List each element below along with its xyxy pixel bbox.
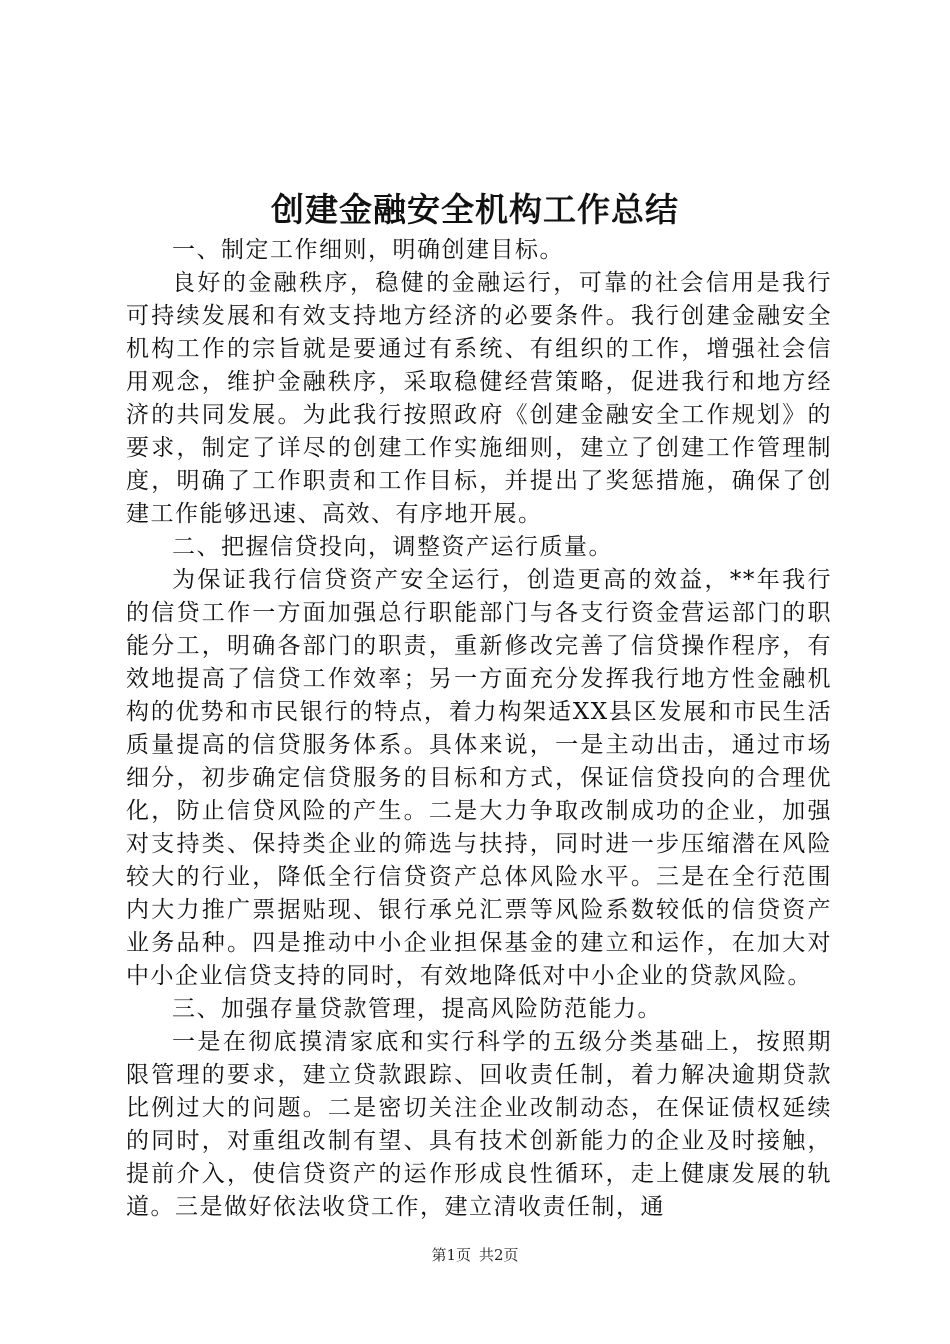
document-title: 创建金融安全机构工作总结 bbox=[271, 190, 679, 229]
body-paragraph-1: 良好的金融秩序，稳健的金融运行，可靠的社会信用是我行可持续发展和有效支持地方经济的必要条件。我行创建金融安全机构工作的宗旨就是要通过有系统、有组织的工作，增强社会信用观念，维护金融秩序，采取稳健经营策略，促进我行和地方经济的共同发展。为此我行按照政府《创建金融安全工作规划》的要求，制定了详尽的创建工作实施细则，建立了创建工作管理制度，明确了工作职责和工作目标，并提出了奖惩措施，确保了创建工作能够迅速、高效、有序地开展。 bbox=[126, 270, 832, 527]
section-heading-1: 一、制定工作细则，明确创建目标。 bbox=[172, 237, 564, 263]
page-footer bbox=[0, 1245, 950, 1265]
document-body bbox=[126, 234, 832, 1224]
page-number-current: 第1页 bbox=[431, 1246, 471, 1264]
body-paragraph-2: 为保证我行信贷资产安全运行，创造更高的效益，**年我行的信贷工作一方面加强总行职能部门与各支行资金营运部门的职能分工，明确各部门的职责，重新修改完善了信贷操作程序，有效地提高了信贷工作效率；另一方面充分发挥我行地方性金融机构的优势和市民银行的特点，着力构架适XX县区发展和市民生活质量提高的信贷服务体系。具体来说，一是主动出击，通过市场细分，初步确定信贷服务的目标和方式，保证信贷投向的合理优化，防止信贷风险的产生。二是大力争取改制成功的企业，加强对支持类、保持类企业的筛选与扶持，同时进一步压缩潜在风险较大的行业，降低全行信贷资产总体风险水平。三是在全行范围内大力推广票据贴现、银行承兑汇票等风险系数较低的信贷资产业务品种。四是推动中小企业担保基金的建立和运作，在加大对中小企业信贷支持的同时，有效地降低对中小企业的贷款风险。 bbox=[126, 567, 832, 989]
page-number-total: 共2页 bbox=[479, 1246, 519, 1264]
section-heading-2: 二、把握信贷投向，调整资产运行质量。 bbox=[172, 534, 613, 560]
body-paragraph-3: 一是在彻底摸清家底和实行科学的五级分类基础上，按照期限管理的要求，建立贷款跟踪、回收责任制，着力解决逾期贷款比例过大的问题。二是密切关注企业改制动态，在保证债权延续的同时，对重组改制有望、具有技术创新能力的企业及时接触，提前介入，使信贷资产的运作形成良性循环，走上健康发展的轨道。三是做好依法收贷工作，建立清收责任制，通 bbox=[126, 1029, 832, 1220]
section-heading-3: 三、加强存量贷款管理，提高风险防范能力。 bbox=[172, 996, 662, 1022]
